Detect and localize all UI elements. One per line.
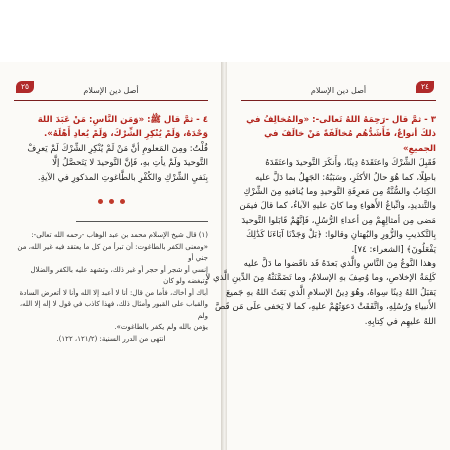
red-dot-icon xyxy=(98,199,103,204)
left-page-header xyxy=(14,82,208,101)
right-body-line: اللهُ عليهِم في كِتابِهِ. xyxy=(364,316,436,327)
red-dot-icon xyxy=(120,199,125,204)
right-body-line: فَقَبِلَ الشِّرْكَ واعتَقَدَهُ دِينًا، وأَنكَرَ التَّوحيدَ واعتَقَدَهُ xyxy=(265,158,436,169)
red-dot-icon xyxy=(109,199,114,204)
footnote-line: إنسي أو شجر أو حجر أو غير ذلك، وتشهد عليه بالكفر والضلال وتبغضه ولو كان xyxy=(30,265,208,286)
left-running-title: أصل دين الإسلام xyxy=(83,86,139,95)
right-running-title: أصل دين الإسلام xyxy=(310,86,367,95)
footnote-separator xyxy=(76,221,208,222)
right-body-line: يَفْعَلُونَ﴾ [الشعراء: ٧٤]. xyxy=(351,244,436,255)
left-page-body xyxy=(14,113,208,345)
footnote xyxy=(14,230,208,345)
right-body-line: الكِتابُ والسُّنَّةُ مِن مَعرِفَةِ التَّوحيدِ وما يُنافيهِ مِنَ الشِّرْكِ xyxy=(243,187,436,198)
right-body-line: يَقبَلُ اللهُ دِينًا سِواهُ، وهُوَ دِينُ الإسلامِ الَّذي بَعَثَ اللهُ بهِ جَميعَ xyxy=(225,287,436,298)
footnote-line: «ومعنى الكفر بالطاغوت: أن تبرأ من كل ما يعتقد فيه غير الله، من جني أو xyxy=(17,242,208,263)
right-page xyxy=(205,62,450,450)
left-page-number: ٢٥ xyxy=(16,81,34,93)
left-body-line: قُلْتُ: ومِنَ المَعلومِ أنَّ مَنْ لَمْ يُنْكِرِ الشِّرْكَ لَمْ يَعرِفْ xyxy=(27,143,208,154)
footnote-line: والقباب على القبور وأمثال ذلك، فهذا كاذب في قول لا إله إلا الله، ولم xyxy=(19,300,208,320)
right-page-number: ٢٤ xyxy=(416,81,434,93)
left-section-heading: ٤ - ثمَّ قال ﷺ: «وَمَن النَّاسِ: مَنْ عَبَدَ اللهَ وَحْدَهُ، وَلَمْ يُنْكِرِ الشِّرْكَ، وَلَمْ يُعادِ أَهْلَهُ». xyxy=(37,115,208,140)
footnote-line: (١) قال شيخ الإسلام محمد بن عبد الوهاب -رحمه الله تعالى-: xyxy=(31,231,208,240)
right-body-line: والتَّنديدِ، واتِّباعُ الأَهواءِ وما كانَ عليهِ الآباءُ، كما قالَ فيمَن xyxy=(239,201,436,212)
right-body-line: وهذا النَّوعُ مِنَ النَّاسِ والَّذي بَعدَهُ قَد ناقَضوا ما دَلَّ عليه xyxy=(243,259,436,270)
right-body-line: الأَنبياءِ ورُسُلِهِ، واتَّفَقَتْ دَعوَتُهُمْ عليهِ، كما لا يَخفى علَى مَن قَصَّ xyxy=(215,302,436,313)
left-body-line: التَّوحيدَ ولَمْ يأتِ بهِ، فَإنَّ التَّوحيدَ لا يَتَحصَّلُ إلَّا xyxy=(52,158,208,169)
right-body-line: بِالتَّكذيبِ والزُّورِ والبُهتانِ وقالوا: ﴿بَلْ وَجَدْنَا آبَاءَنَا كَذَٰلِكَ xyxy=(246,230,436,241)
right-body-line: باطِلًا، كما هُوَ حالُ الأكثَرِ، وسَبَبُهُ: الجَهلُ بما دَلَّ عليه xyxy=(255,172,436,183)
footnote-source: انتهى من الدرر السنية: (١٢١/٢، ١٢٢). xyxy=(56,334,166,343)
footnote-line: أباك أو أخاك، فأما من قال: أنا لا أعبد إلا الله وأنا لا أتعرض السادة xyxy=(19,288,208,297)
left-page xyxy=(0,62,222,450)
right-page-header xyxy=(241,82,436,101)
right-page-body xyxy=(205,113,436,329)
section-divider-dots xyxy=(14,195,208,209)
right-body-line: كَلِمَةُ الإخلاصِ، وما وُصِفَ بهِ الإسلامُ، وما تَضَمَّنَتْهُ مِنَ الدِّينِ الَّذي لا xyxy=(205,273,436,284)
left-body-line: بِنَفيِ الشِّرْكِ والكُفْرِ بالطَّاغوتِ المذكورِ في الآيةِ. xyxy=(37,172,208,183)
footnote-line: يؤمن بالله ولم يكفر بالطاغوت». xyxy=(114,323,208,332)
right-section-heading: ٣ - ثمَّ قال -رَحِمَهُ اللهُ تَعالى-: «والمُخالِفُ في ذلكَ أنواعٌ، فَأَشَدُّهُم مُخالَفَةً مَنْ خالَفَ في الجميعِ» xyxy=(246,115,436,154)
right-body-line: مَضى مِن أمثالِهِمْ مِن أعداءِ الرُّسُلِ، فَإنَّهُمْ قَابَلوا التَّوحيدَ xyxy=(241,215,436,226)
